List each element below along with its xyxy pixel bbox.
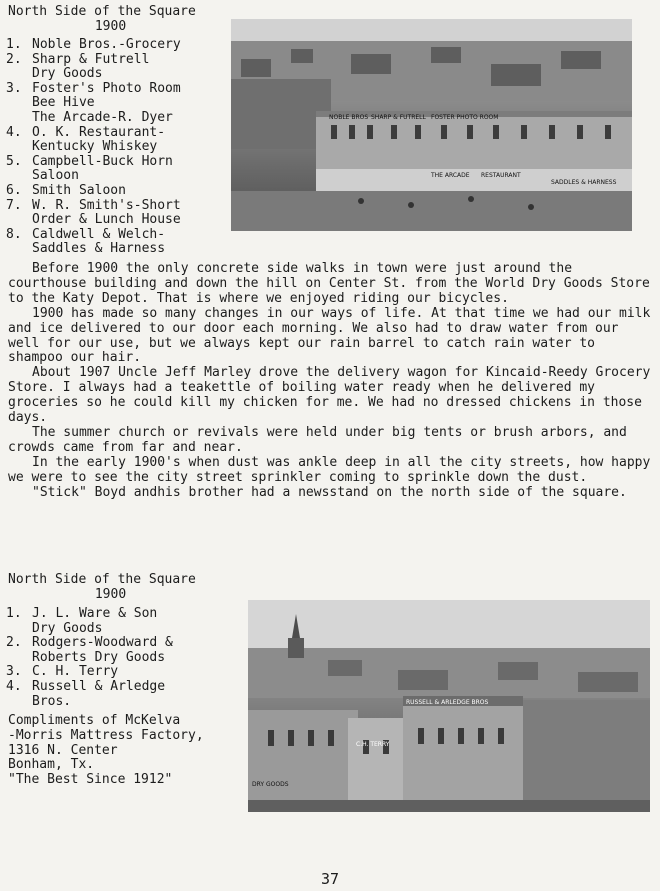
compliments-text: Compliments of McKelva -Morris Mattress Factory, 1316 N. Center Bonham, Tx. "The Best Since 1912" (8, 713, 204, 788)
paragraph: Before 1900 the only concrete side walks in town were just around the courthouse building and down the hill on Center St. from the World Dry Goods Store to the Katy Depot. That is where we enjoyed riding our bicycles. (8, 261, 650, 306)
section2-heading (8, 572, 213, 602)
list-item: 2. Sharp & Futrell Dry Goods (6, 51, 150, 82)
north-side-square-photo-1900-a (231, 19, 632, 231)
paragraph: In the early 1900's when dust was ankle deep in all the city streets, how happy we were to see the city street sprinkler coming to sprinkle down the dust. (8, 454, 651, 485)
section1-title: North Side of the Square (8, 4, 196, 19)
page-number: 37 (320, 870, 340, 888)
photo1-sign: SADDLES & HARNESS (551, 179, 617, 186)
section2-year: 1900 (94, 587, 127, 602)
paragraph: "Stick" Boyd andhis brother had a newsstand on the north side of the square. (32, 484, 627, 500)
photo2-sign: DRY GOODS (252, 781, 289, 788)
list-item: 8. Caldwell & Welch- Saddles & Harness (6, 226, 166, 257)
paragraph: About 1907 Uncle Jeff Marley drove the delivery wagon for Kincaid-Reedy Grocery Store. I always had a teakettle of boiling water ready when he delivered my groceries so he could kill my chicken for me. We had no dressed chickens in those days. (8, 365, 651, 426)
section1-heading (8, 4, 213, 34)
list-item: 1. J. L. Ware & Son Dry Goods (6, 606, 158, 636)
section2-title: North Side of the Square (8, 572, 196, 587)
photo2-sign: C.H. TERRY (356, 741, 390, 748)
section2-business-list (6, 607, 236, 709)
paragraph: The summer church or revivals were held under big tents or brush arbors, and crowds came from far and near. (8, 424, 627, 455)
list-item: 7. W. R. Smith's-Short Order & Lunch House (6, 197, 181, 228)
list-item: 4. O. K. Restaurant- Kentucky Whiskey (6, 124, 166, 155)
section1-business-list (6, 38, 226, 257)
photo1-sign: SHARP & FUTRELL (371, 114, 426, 121)
list-item: 2. Rodgers-Woodward & Roberts Dry Goods (6, 635, 173, 665)
photo1-sign: NOBLE BROS (329, 114, 369, 121)
list-item: 6. Smith Saloon (6, 182, 126, 198)
north-side-square-photo-1900-b (248, 600, 650, 812)
list-item: 3. Foster's Photo Room Bee Hive The Arcade-R. Dyer (6, 80, 181, 125)
photo2-sign: RUSSELL & ARLEDGE BROS (406, 699, 489, 706)
photo1-sign: THE ARCADE (431, 172, 470, 179)
list-item: 1. Noble Bros.-Grocery (6, 37, 181, 52)
section1-year: 1900 (94, 19, 127, 34)
body-text (8, 262, 656, 501)
photo1-sign: FOSTER PHOTO ROOM (431, 114, 499, 121)
list-item: 5. Campbell-Buck Horn Saloon (6, 153, 173, 184)
list-item: 4. Russell & Arledge Bros. (6, 678, 166, 709)
list-item: 3. C. H. Terry (6, 664, 119, 680)
paragraph: 1900 has made so many changes in our ways of life. At that time we had our milk and ice delivered to our door each morning. We also had to draw water from our well for our use, but we always kept our rain barrel to catch rain water to shampoo our hair. (8, 305, 651, 366)
photo1-sign: RESTAURANT (481, 172, 521, 179)
